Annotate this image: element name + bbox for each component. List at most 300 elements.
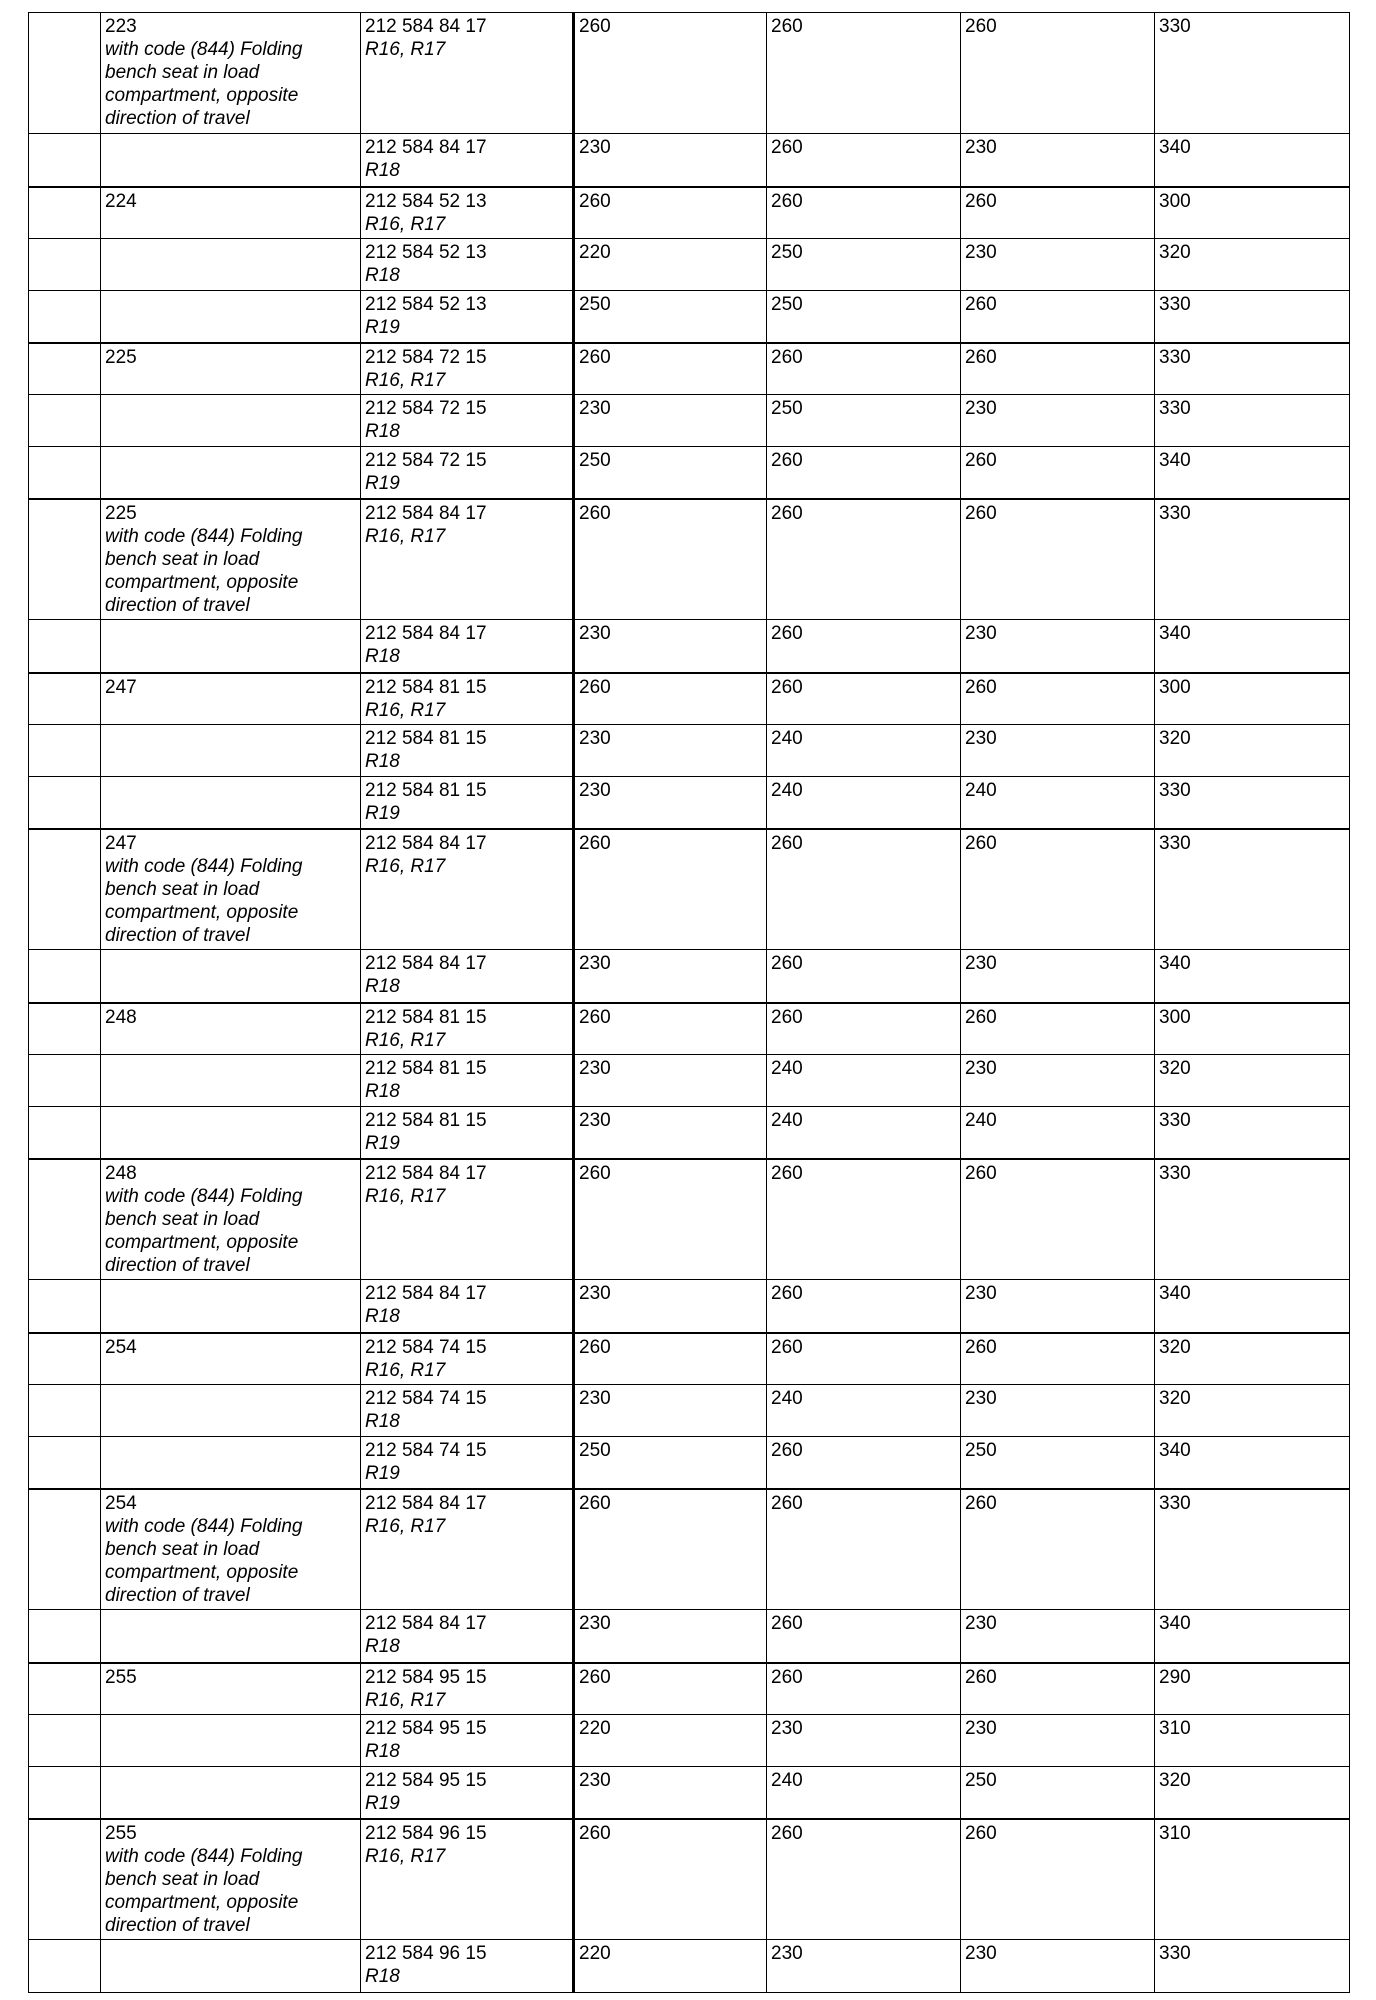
rim-size: R19 [365,1463,400,1484]
value-cell-1: 230 [574,620,767,673]
rim-size: R16, R17 [365,1029,446,1051]
model-cell [101,1610,361,1663]
part-number: 212 584 84 17 [365,1283,487,1304]
part-number: 212 584 81 15 [365,1058,487,1079]
value-cell-1: 230 [574,1107,767,1159]
value-cell-4: 320 [1155,1767,1350,1819]
value-cell-3: 230 [961,1280,1155,1333]
part-number-cell [361,499,574,620]
value-cell-3: 260 [961,1159,1155,1280]
part-number-cell [361,187,574,239]
value-cell-3: 260 [961,1489,1155,1610]
part-number: 212 584 95 15 [365,1718,487,1739]
model-description: with code (844) Folding bench seat in load compartment, opposite direction of travel [105,39,303,129]
value-cell-3: 240 [961,1107,1155,1159]
value-cell-4: 300 [1155,1003,1350,1055]
part-number: 212 584 52 13 [365,294,487,315]
value-cell-4: 290 [1155,1663,1350,1715]
value-cell-3: 260 [961,1003,1155,1055]
value-cell-4: 330 [1155,343,1350,395]
rim-size: R16, R17 [365,1359,446,1381]
blank-cell [29,1107,101,1159]
value-cell-4: 340 [1155,620,1350,673]
value-cell-3: 260 [961,187,1155,239]
rim-size: R18 [365,751,400,772]
value-cell-1: 230 [574,1055,767,1107]
part-number-cell [361,291,574,343]
blank-cell [29,829,101,950]
part-number-cell [361,1715,574,1767]
rim-size: R19 [365,803,400,824]
model-cell [101,1055,361,1107]
rim-size: R16, R17 [365,699,446,721]
value-cell-4: 330 [1155,499,1350,620]
part-number: 212 584 74 15 [365,1388,487,1409]
table-row [29,343,1350,395]
rim-size: R18 [365,976,400,997]
value-cell-3: 230 [961,239,1155,291]
value-cell-2: 230 [767,1940,961,1993]
part-number: 212 584 84 17 [365,502,487,524]
blank-cell [29,239,101,291]
part-number-cell [361,777,574,829]
part-number: 212 584 81 15 [365,1006,487,1028]
blank-cell [29,1437,101,1489]
value-cell-4: 330 [1155,13,1350,134]
value-cell-2: 260 [767,1489,961,1610]
rim-size: R18 [365,160,400,181]
rim-size: R18 [365,265,400,286]
value-cell-2: 240 [767,1385,961,1437]
blank-cell [29,343,101,395]
part-number-cell [361,1767,574,1819]
table-row [29,1767,1350,1819]
model-cell [101,1715,361,1767]
value-cell-2: 260 [767,673,961,725]
part-number-cell [361,395,574,447]
blank-cell [29,291,101,343]
rim-size: R19 [365,1793,400,1814]
value-cell-1: 230 [574,1767,767,1819]
part-number-cell [361,1663,574,1715]
blank-cell [29,1159,101,1280]
rim-size: R18 [365,646,400,667]
value-cell-1: 260 [574,1489,767,1610]
spec-table [28,12,1350,1993]
value-cell-4: 320 [1155,725,1350,777]
blank-cell [29,1489,101,1610]
blank-cell [29,1385,101,1437]
table-row [29,499,1350,620]
table-row [29,777,1350,829]
value-cell-2: 260 [767,1333,961,1385]
table-row [29,291,1350,343]
model-cell [101,950,361,1003]
part-number-cell [361,1003,574,1055]
part-number-cell [361,134,574,187]
part-number-cell [361,1333,574,1385]
part-number: 212 584 72 15 [365,398,487,419]
value-cell-2: 250 [767,239,961,291]
part-number: 212 584 84 17 [365,832,487,854]
value-cell-4: 310 [1155,1715,1350,1767]
value-cell-1: 260 [574,1003,767,1055]
value-cell-2: 250 [767,291,961,343]
value-cell-4: 330 [1155,1489,1350,1610]
rim-size: R16, R17 [365,1689,446,1711]
table-row [29,1610,1350,1663]
model-number: 247 [105,832,137,854]
value-cell-3: 260 [961,343,1155,395]
part-number: 212 584 84 17 [365,137,487,158]
rim-size: R16, R17 [365,525,446,547]
blank-cell [29,777,101,829]
value-cell-4: 320 [1155,1055,1350,1107]
blank-cell [29,395,101,447]
blank-cell [29,1819,101,1940]
blank-cell [29,1663,101,1715]
model-cell [101,291,361,343]
value-cell-2: 260 [767,187,961,239]
blank-cell [29,1280,101,1333]
part-number: 212 584 52 13 [365,242,487,263]
part-number: 212 584 84 17 [365,1162,487,1184]
rim-size: R16, R17 [365,1185,446,1207]
value-cell-1: 260 [574,1333,767,1385]
table-row [29,1489,1350,1610]
value-cell-4: 340 [1155,134,1350,187]
table-row [29,1663,1350,1715]
value-cell-4: 330 [1155,777,1350,829]
table-row [29,447,1350,499]
value-cell-4: 340 [1155,1437,1350,1489]
table-row [29,620,1350,673]
part-number-cell [361,1489,574,1610]
value-cell-4: 330 [1155,395,1350,447]
model-cell [101,447,361,499]
rim-size: R16, R17 [365,213,446,235]
part-number: 212 584 72 15 [365,346,487,368]
table-row [29,1940,1350,1993]
value-cell-1: 230 [574,395,767,447]
value-cell-3: 230 [961,1715,1155,1767]
value-cell-2: 250 [767,395,961,447]
model-cell [101,725,361,777]
model-cell [101,395,361,447]
part-number: 212 584 81 15 [365,780,487,801]
rim-size: R18 [365,1741,400,1762]
value-cell-1: 260 [574,673,767,725]
table-row [29,1055,1350,1107]
value-cell-4: 340 [1155,447,1350,499]
model-cell [101,1489,361,1610]
part-number: 212 584 81 15 [365,728,487,749]
model-number: 255 [105,1666,137,1688]
value-cell-1: 260 [574,13,767,134]
table-row [29,187,1350,239]
model-cell [101,343,361,395]
part-number-cell [361,1610,574,1663]
value-cell-3: 230 [961,395,1155,447]
value-cell-1: 260 [574,1159,767,1280]
table-row [29,673,1350,725]
value-cell-4: 340 [1155,1610,1350,1663]
part-number-cell [361,13,574,134]
model-cell [101,239,361,291]
part-number: 212 584 72 15 [365,450,487,471]
value-cell-1: 250 [574,291,767,343]
value-cell-4: 320 [1155,239,1350,291]
model-cell [101,1663,361,1715]
value-cell-2: 260 [767,447,961,499]
part-number-cell [361,1385,574,1437]
rim-size: R19 [365,317,400,338]
model-number: 255 [105,1822,137,1844]
model-cell [101,1940,361,1993]
value-cell-3: 260 [961,1663,1155,1715]
model-description: with code (844) Folding bench seat in load compartment, opposite direction of travel [105,1185,303,1276]
model-description: with code (844) Folding bench seat in load compartment, opposite direction of travel [105,525,303,616]
rim-size: R16, R17 [365,369,446,391]
value-cell-4: 300 [1155,187,1350,239]
table-row [29,1333,1350,1385]
value-cell-1: 230 [574,134,767,187]
model-number: 248 [105,1006,137,1028]
value-cell-2: 260 [767,950,961,1003]
value-cell-4: 330 [1155,1107,1350,1159]
rim-size: R18 [365,1636,400,1657]
value-cell-1: 260 [574,1663,767,1715]
rim-size: R16, R17 [365,39,446,60]
model-cell [101,1819,361,1940]
part-number: 212 584 95 15 [365,1770,487,1791]
blank-cell [29,673,101,725]
value-cell-3: 230 [961,950,1155,1003]
model-number: 254 [105,1492,137,1514]
value-cell-2: 260 [767,829,961,950]
value-cell-2: 260 [767,620,961,673]
value-cell-1: 260 [574,187,767,239]
part-number-cell [361,447,574,499]
value-cell-3: 260 [961,291,1155,343]
table-row [29,13,1350,134]
value-cell-1: 250 [574,1437,767,1489]
table-row [29,829,1350,950]
part-number: 212 584 84 17 [365,623,487,644]
value-cell-2: 260 [767,1819,961,1940]
model-number: 225 [105,346,137,368]
value-cell-1: 260 [574,499,767,620]
model-number: 223 [105,16,137,37]
rim-size: R18 [365,1966,400,1987]
blank-cell [29,447,101,499]
value-cell-3: 260 [961,1333,1155,1385]
table-row [29,725,1350,777]
value-cell-1: 230 [574,725,767,777]
value-cell-3: 260 [961,673,1155,725]
value-cell-2: 260 [767,1159,961,1280]
blank-cell [29,1940,101,1993]
model-cell [101,620,361,673]
value-cell-3: 230 [961,1385,1155,1437]
model-number: 225 [105,502,137,524]
model-description: with code (844) Folding bench seat in load compartment, opposite direction of travel [105,855,303,946]
blank-cell [29,187,101,239]
model-cell [101,134,361,187]
model-cell [101,1003,361,1055]
table-row [29,1437,1350,1489]
blank-cell [29,1003,101,1055]
value-cell-3: 260 [961,1819,1155,1940]
model-cell [101,13,361,134]
value-cell-4: 320 [1155,1333,1350,1385]
model-cell [101,777,361,829]
model-description: with code (844) Folding bench seat in load compartment, opposite direction of travel [105,1845,303,1936]
part-number-cell [361,1159,574,1280]
part-number: 212 584 81 15 [365,1110,487,1131]
value-cell-4: 320 [1155,1385,1350,1437]
model-cell [101,1385,361,1437]
value-cell-3: 250 [961,1767,1155,1819]
value-cell-1: 260 [574,343,767,395]
model-cell [101,673,361,725]
blank-cell [29,499,101,620]
part-number-cell [361,343,574,395]
blank-cell [29,1333,101,1385]
blank-cell [29,1767,101,1819]
value-cell-2: 240 [767,777,961,829]
value-cell-1: 220 [574,1940,767,1993]
table-row [29,239,1350,291]
table-row [29,1819,1350,1940]
table-row [29,1159,1350,1280]
blank-cell [29,1610,101,1663]
part-number-cell [361,1280,574,1333]
rim-size: R16, R17 [365,855,446,877]
value-cell-2: 260 [767,1280,961,1333]
rim-size: R18 [365,1411,400,1432]
table-row [29,1280,1350,1333]
part-number: 212 584 74 15 [365,1336,487,1358]
value-cell-3: 260 [961,447,1155,499]
value-cell-4: 340 [1155,1280,1350,1333]
table-row [29,1003,1350,1055]
value-cell-3: 260 [961,13,1155,134]
value-cell-3: 230 [961,1940,1155,1993]
value-cell-2: 240 [767,1055,961,1107]
part-number-cell [361,1819,574,1940]
model-number: 254 [105,1336,137,1358]
part-number: 212 584 84 17 [365,1613,487,1634]
value-cell-3: 260 [961,499,1155,620]
value-cell-1: 260 [574,829,767,950]
value-cell-1: 250 [574,447,767,499]
model-cell [101,1767,361,1819]
blank-cell [29,1715,101,1767]
model-cell [101,1437,361,1489]
rim-size: R16, R17 [365,1845,446,1867]
part-number: 212 584 96 15 [365,1943,487,1964]
value-cell-4: 330 [1155,829,1350,950]
rim-size: R18 [365,1081,400,1102]
table-row [29,950,1350,1003]
value-cell-3: 250 [961,1437,1155,1489]
value-cell-3: 240 [961,777,1155,829]
value-cell-1: 230 [574,950,767,1003]
part-number-cell [361,725,574,777]
value-cell-2: 260 [767,1610,961,1663]
value-cell-2: 260 [767,1003,961,1055]
model-number: 224 [105,190,137,212]
model-number: 247 [105,676,137,698]
rim-size: R19 [365,1133,400,1154]
value-cell-3: 260 [961,829,1155,950]
table-row [29,134,1350,187]
blank-cell [29,725,101,777]
rim-size: R16, R17 [365,1515,446,1537]
blank-cell [29,950,101,1003]
value-cell-1: 230 [574,1280,767,1333]
value-cell-2: 240 [767,1767,961,1819]
value-cell-2: 260 [767,1437,961,1489]
model-cell [101,829,361,950]
value-cell-4: 330 [1155,1159,1350,1280]
part-number: 212 584 81 15 [365,676,487,698]
rim-size: R19 [365,473,400,494]
value-cell-2: 260 [767,134,961,187]
value-cell-3: 230 [961,1610,1155,1663]
table-row [29,1385,1350,1437]
model-cell [101,1107,361,1159]
blank-cell [29,13,101,134]
table-body [29,13,1350,1993]
table-row [29,1107,1350,1159]
value-cell-1: 230 [574,1610,767,1663]
value-cell-2: 240 [767,725,961,777]
value-cell-2: 240 [767,1107,961,1159]
part-number: 212 584 74 15 [365,1440,487,1461]
value-cell-1: 230 [574,1385,767,1437]
value-cell-4: 340 [1155,950,1350,1003]
model-cell [101,1333,361,1385]
part-number-cell [361,829,574,950]
value-cell-4: 330 [1155,291,1350,343]
value-cell-3: 230 [961,134,1155,187]
part-number-cell [361,1055,574,1107]
value-cell-4: 310 [1155,1819,1350,1940]
value-cell-2: 260 [767,1663,961,1715]
value-cell-1: 260 [574,1819,767,1940]
model-number: 248 [105,1162,137,1184]
rim-size: R18 [365,1306,400,1327]
table-row [29,1715,1350,1767]
value-cell-2: 260 [767,13,961,134]
model-description: with code (844) Folding bench seat in load compartment, opposite direction of travel [105,1515,303,1606]
value-cell-4: 330 [1155,1940,1350,1993]
table-row [29,395,1350,447]
rim-size: R18 [365,421,400,442]
blank-cell [29,1055,101,1107]
part-number: 212 584 84 17 [365,16,487,37]
value-cell-1: 220 [574,239,767,291]
part-number-cell [361,950,574,1003]
part-number: 212 584 95 15 [365,1666,487,1688]
value-cell-1: 220 [574,1715,767,1767]
part-number-cell [361,1940,574,1993]
value-cell-2: 260 [767,343,961,395]
value-cell-3: 230 [961,1055,1155,1107]
model-cell [101,1159,361,1280]
